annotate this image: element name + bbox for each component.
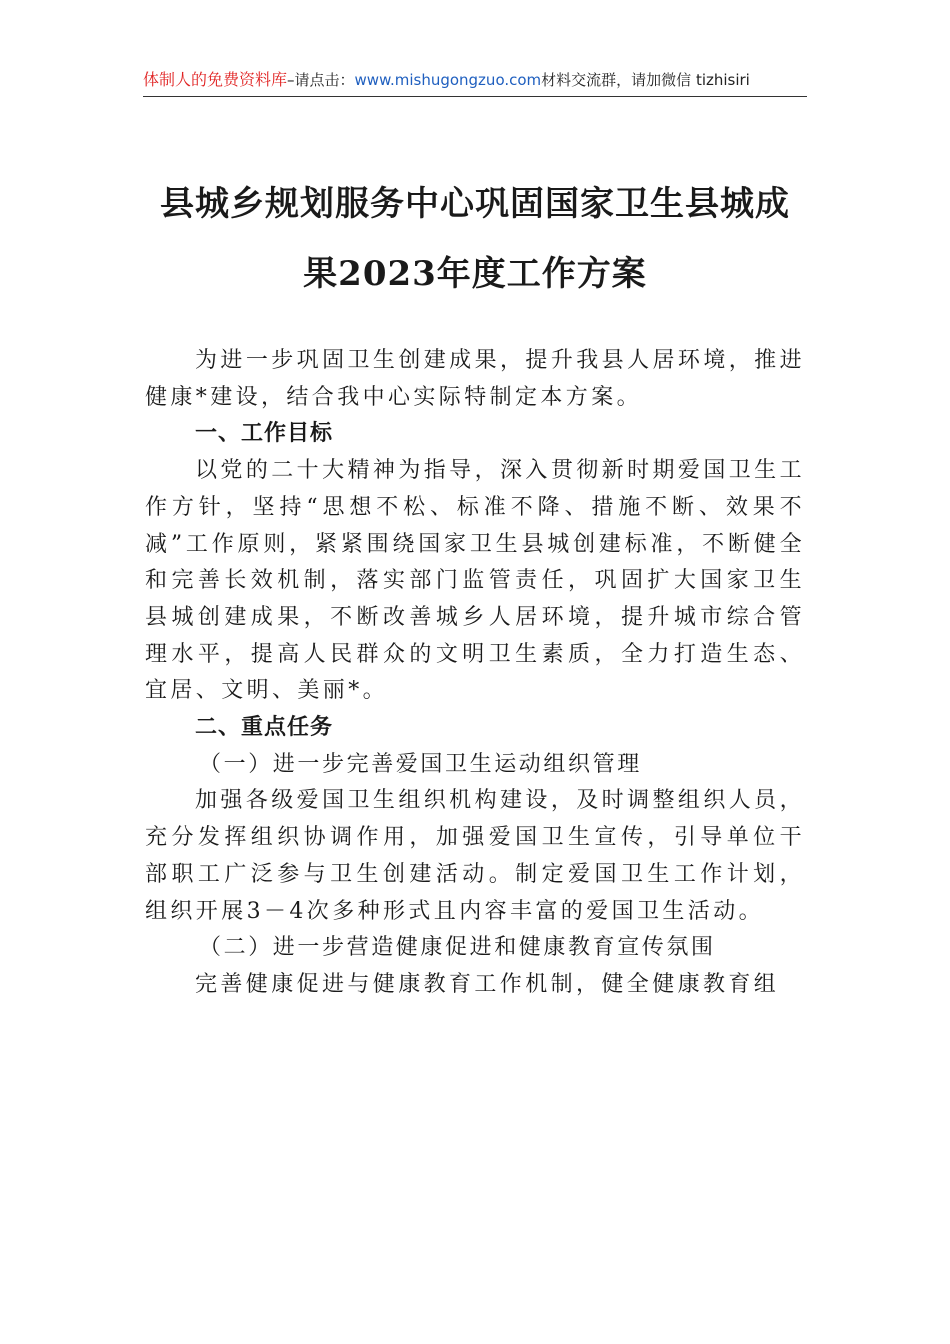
subsection-2-paragraph: 完善健康促进与健康教育工作机制，健全健康教育组 — [195, 971, 780, 997]
document-body — [145, 343, 805, 1004]
intro-paragraph: 为进一步巩固卫生创建成果，提升我县人居环境，推进健康*建设，结合我中心实际特制定本方案。 — [145, 348, 805, 410]
header-prompt: –请点击： — [287, 71, 355, 89]
header-contact: 材料交流群，请加微信 tizhisiri — [541, 71, 750, 89]
document-title-line1: 县城乡规划服务中心巩固国家卫生县城成 — [160, 184, 790, 224]
subsection-1-paragraph: 加强各级爱国卫生组织机构建设，及时调整组织人员，充分发挥组织协调作用，加强爱国卫生宣传，引导单位干部职工广泛参与卫生创建活动。制定爱国卫生工作计划，组织开展3－4次多种形式且内容丰富的爱国卫生活动。 — [145, 788, 805, 924]
header-url-link[interactable]: www.mishugongzuo.com — [354, 71, 542, 89]
subsection-heading-2: （二）进一步营造健康促进和健康教育宣传氛围 — [199, 935, 716, 961]
section-heading-goals: 一、工作目标 — [195, 421, 334, 447]
header-site-name: 体制人的免费资料库 — [143, 70, 288, 89]
document-title-line2: 果2023年度工作方案 — [303, 254, 647, 294]
goals-paragraph: 以党的二十大精神为指导，深入贯彻新时期爱国卫生工作方针，坚持“思想不松、标准不降、措施不断、效果不减”工作原则，紧紧围绕国家卫生县城创建标准，不断健全和完善长效机制，落实部门监管责任，巩固扩大国家卫生县城创建成果，不断改善城乡人居环境，提升城市综合管理水平，提高人民群众的文明卫生素质，全力打造生态、宜居、文明、美丽*。 — [145, 458, 805, 704]
section-heading-tasks: 二、重点任务 — [195, 715, 334, 741]
page-header — [143, 66, 807, 97]
subsection-heading-1: （一）进一步完善爱国卫生运动组织管理 — [199, 751, 642, 777]
